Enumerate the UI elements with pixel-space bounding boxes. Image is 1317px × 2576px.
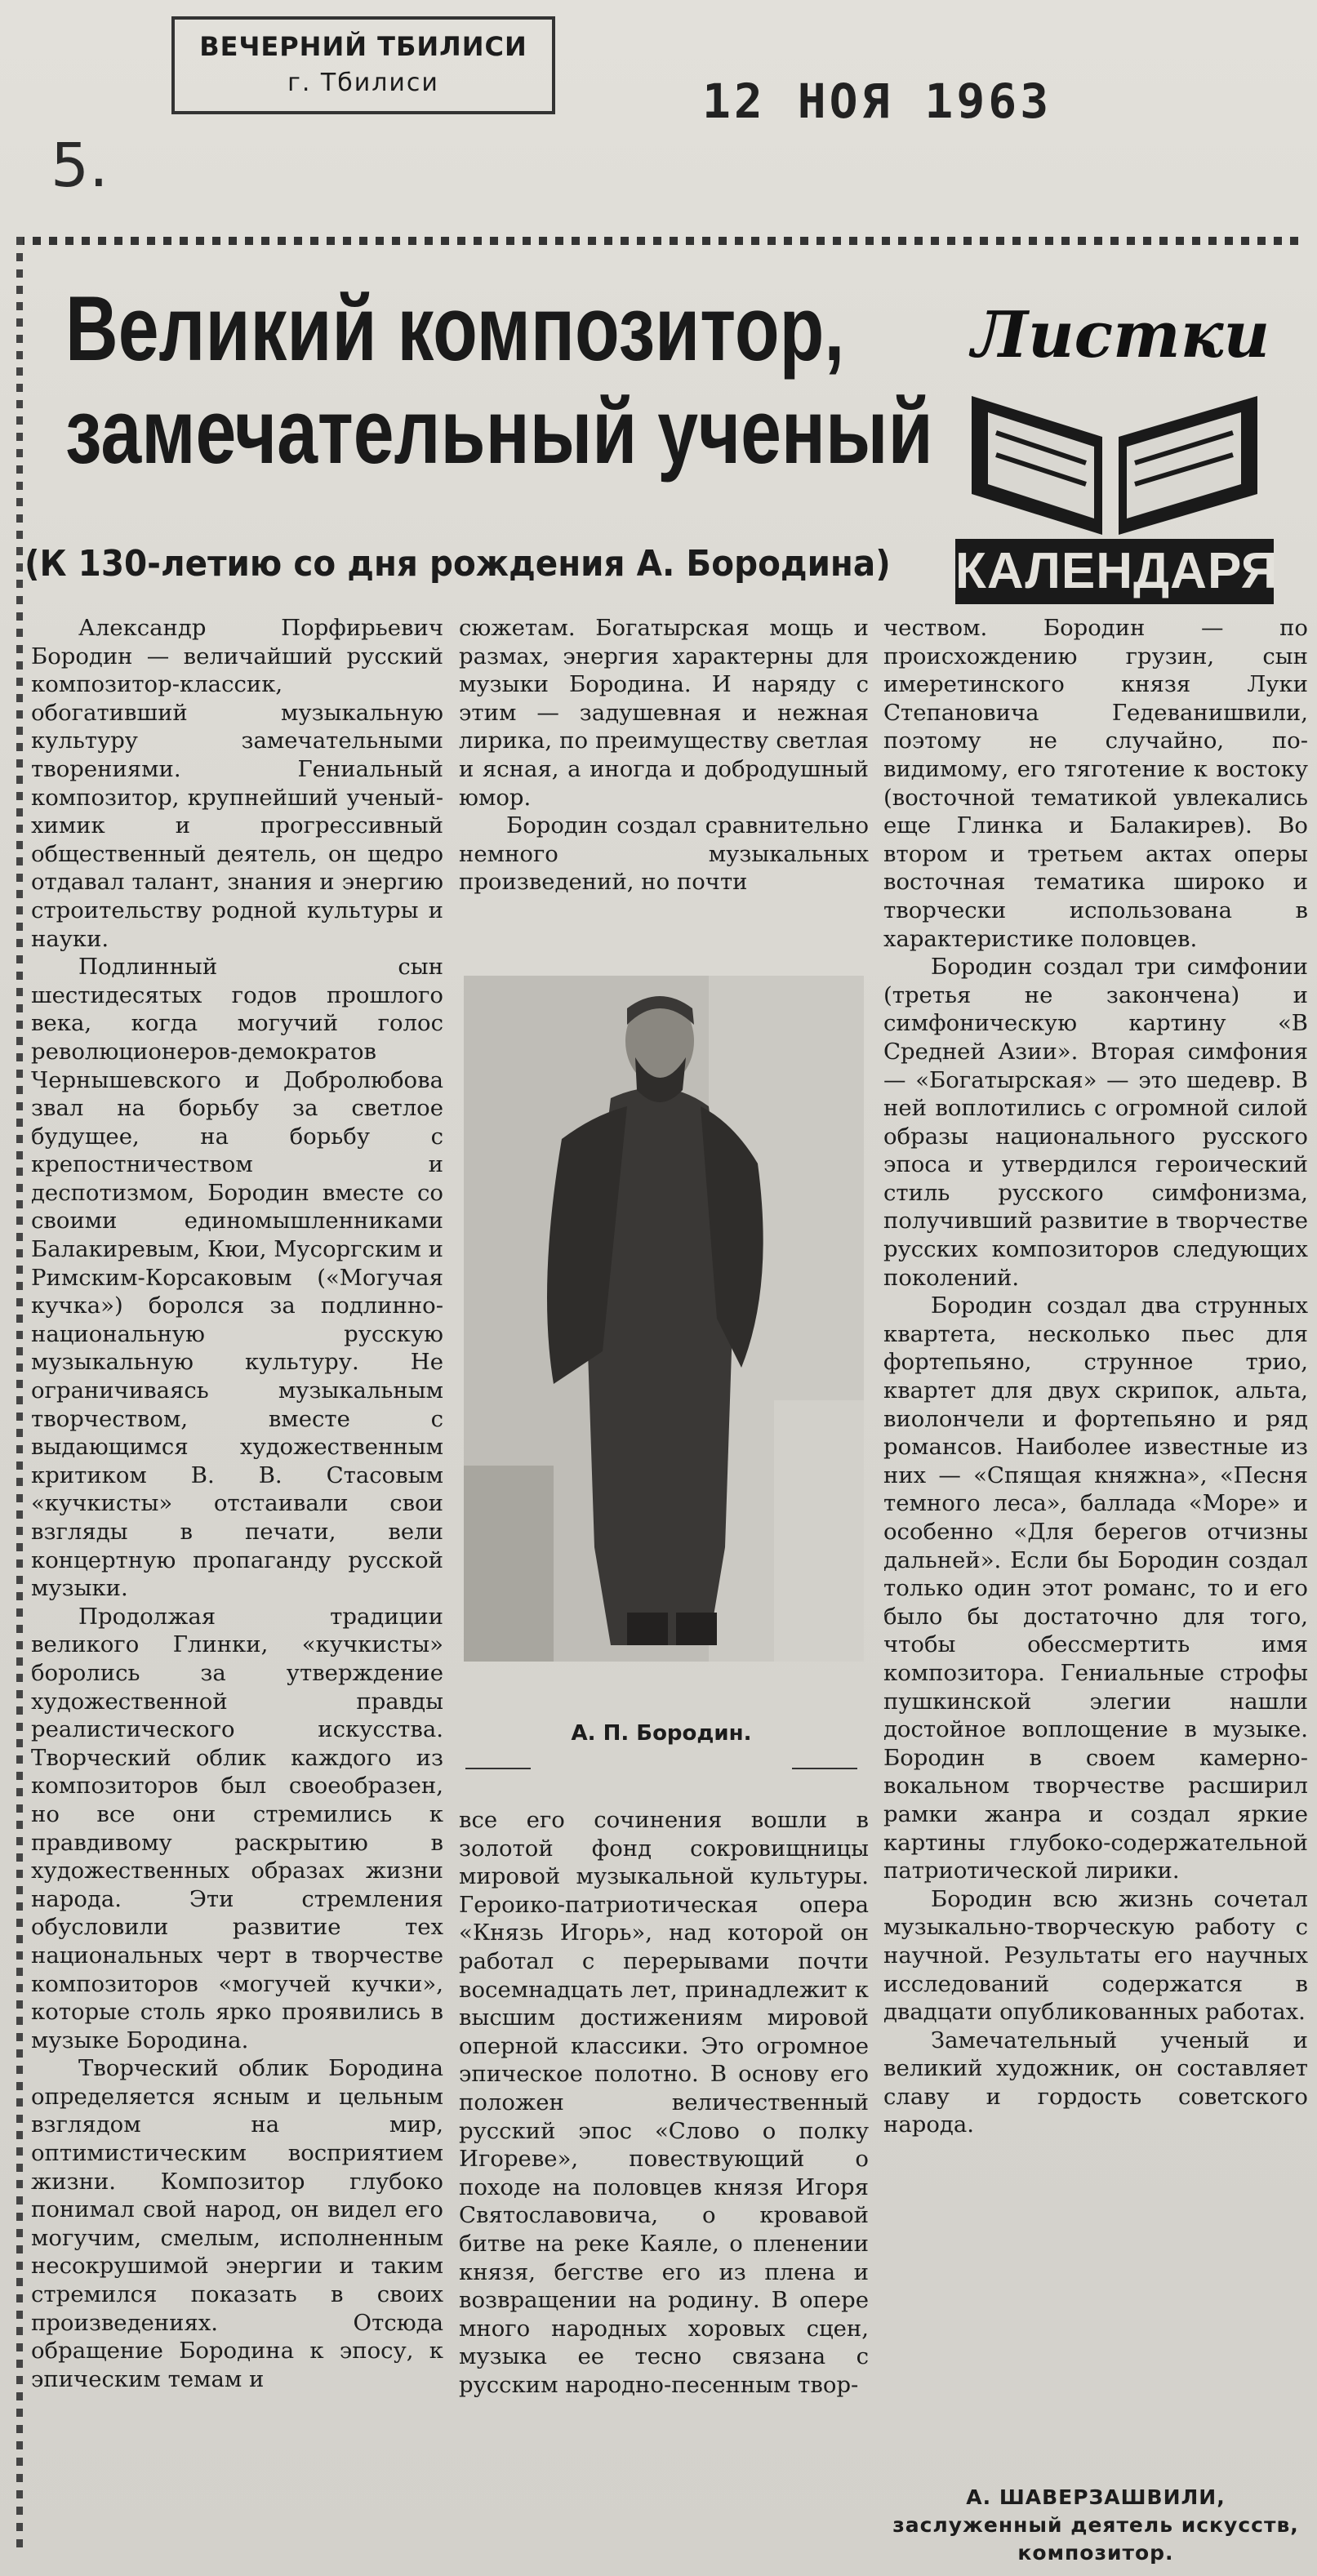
article-column-2-bottom [459,1806,869,2399]
caption-rule-left [465,1768,531,1769]
headline-line-2: замечательный ученый [65,380,933,483]
paragraph: Творческий облик Бородина определяется ясным и цельным взглядом на мир, оптимистическим восприятием жизни. Композитор глубоко понимал свой народ, он видел его могучим, смелым, исполненным несокрушимой энергии и таким стремился показать в своих произведениях. Отсюда обращение Бородина к эпосу, к эпическим темам и [31,2055,443,2392]
caption-rule-right [792,1768,857,1769]
perforation-left [16,237,23,2556]
author-signature [883,2484,1308,2567]
paragraph: Продолжая традиции великого Глинки, «кучкисты» боролись за утверждение художественной правды реалистического искусства. Творческий облик каждого из композиторов был своеобразен, но все они стремились к правдивому раскрытию в художественных образах жизни народа. Эти стремления обусловили развитие тех национальных черт в творчестве композиторов «могучей кучки», которые столь ярко проявились в музыке Бородина. [31,1603,443,2053]
photo-caption: А. П. Бородин. [571,1721,752,1746]
headline [65,278,933,483]
portrait-figure [464,976,864,1662]
subtitle: (К 130-летию со дня рождения А. Бородина) [24,543,891,585]
paragraph: Бородин создал два струнных квартета, несколько пьес для фортепьяно, струнное трио, квартет для двух скрипок, альта, виолончели и фортепьяно и ряд романсов. Наиболее известные из них — «Спящая княжна», «Песня темного леса», баллада «Море» и особенно «Для берегов отчизны дальней». Если бы Бородин создал только один этот романс, то и его было бы достаточно для того, чтобы обессмертить имя композитора. Гениальные строфы пушкинской элегии нашли достойное воплощение в музыке. Бородин в своем камерно-вокальном творчестве расширил рамки жанра и создал яркие картины глубоко-содержательной патриотической лирики. [883,1292,1308,1884]
perforation-top [16,237,1306,245]
rubric-bottom-text: КАЛЕНДАРЯ [955,539,1274,604]
paragraph: Бородин создал три симфонии (третья не закончена) и симфоническую картину «В Средней Азии». Вторая симфония — «Богатырская» — это шедевр. В ней воплотились с огромной силой образы национального русского эпоса и утвердился героический стиль русского симфонизма, получивший развитие в творчестве русских композиторов следующих поколений. [883,954,1308,1291]
paragraph: Замечательный ученый и великий художник, он составляет славу и гордость советского народа. [883,2027,1308,2138]
article-column-1 [31,614,443,2393]
author-title: заслуженный деятель искусств, композитор. [892,2513,1299,2565]
article-column-2-top [459,614,869,896]
page-number: 5. [51,131,109,201]
article-column-3 [883,614,1308,2139]
paragraph: Александр Порфирьевич Бородин — величайший русский композитор-классик, обогативший музыкальную культуру замечательными творениями. Гениальный композитор, крупнейший ученый-химик и прогрессивный общественный деятель, он щедро отдавал талант, знания и энергию строительству родной культуры и науки. [31,615,443,952]
headline-line-1: Великий композитор, [65,278,845,380]
paragraph: Бородин создал сравнительно немного музыкальных произведений, но почти [459,812,869,896]
paragraph: сюжетам. Богатырская мощь и размах, энергия характерны для музыки Бородина. И наряду с этим — задушевная и нежная лирика, по преимуществу светлая и ясная, а иногда и добродушный юмор. [459,615,869,811]
paragraph: все его сочинения вошли в золотой фонд сокровищницы мировой музыкальной культуры. Героико-патриотическая опера «Князь Игорь», над которой он работал с перерывами почти восемнадцать лет, принадлежит к высшим достижениям мировой оперной классики. Это огромное эпическое полотно. В основу его положен величественный русский эпос «Слово о полку Игореве», повествующий о походе на половцев князя Игоря Святославовича, о кровавой битве на реке Каяле, о пленении князя, бегстве его из плена и возвращении на родину. В опере много народных хоровых сцен, музыка ее тесно связана с русским народно-песенным твор- [459,1807,869,2398]
stamp-title: ВЕЧЕРНИЙ ТБИЛИСИ [199,31,527,62]
author-name: А. ШАВЕРЗАШВИЛИ, [966,2485,1226,2509]
paragraph: чеством. Бородин — по происхождению грузин, сын имеретинского князя Луки Степановича Гедеванишвили, поэтому не случайно, по-видимому, его тяготение к востоку (восточной тематикой увлекались еще Глинка и Балакирев). Во втором и третьем актах оперы восточная тематика широко и творчески использована в характеристике половцев. [883,615,1308,952]
portrait-photo [464,976,864,1662]
publication-date: 12 НОЯ 1963 [702,73,1052,129]
rubric-top-text: Листки [972,298,1270,372]
paragraph: Бородин всю жизнь сочетал музыкально-творческую работу с научной. Результаты его научных исследований содержатся в двадцати опубликованных работах. [883,1885,1308,2026]
newspaper-stamp [171,16,555,114]
open-book-icon [963,388,1274,543]
rubric-logo [955,282,1282,608]
stamp-city: г. Тбилиси [287,69,439,97]
paragraph: Подлинный сын шестидесятых годов прошлого века, когда могучий голос революционеров-демократов Чернышевского и Добролюбова звал на борьбу за светлое будущее, на борьбу с крепостничеством и деспотизмом, Бородин вместе со своими единомышленниками Балакиревым, Кюи, Мусоргским и Римским-Корсаковым («Могучая кучка») боролся за подлинно-национальную русскую музыкальную культуру. Не ограничиваясь музыкальным творчеством, вместе с выдающимся художественным критиком В. В. Стасовым «кучкисты» отстаивали свои взгляды в печати, вели концертную пропаганду русской музыки. [31,954,443,1602]
